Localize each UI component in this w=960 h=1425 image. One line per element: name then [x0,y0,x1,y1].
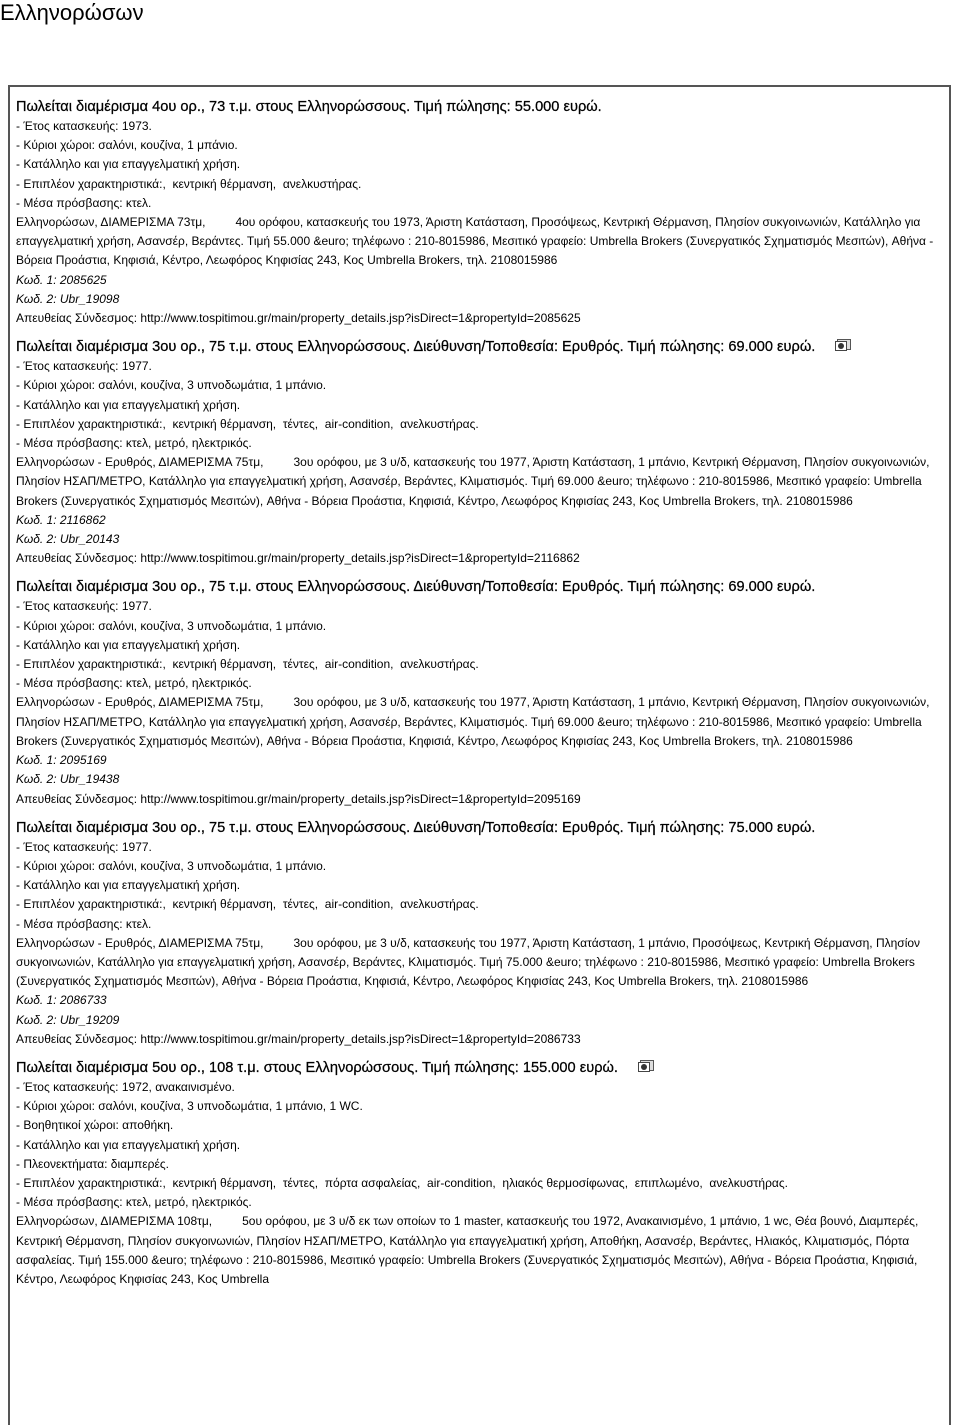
listing-heading [16,818,949,838]
listing-heading [16,1058,949,1078]
listing-bullet: - Κύριοι χώροι: σαλόνι, κουζίνα, 3 υπνοδωμάτια, 1 μπάνιο. [16,618,327,633]
listing-bullet: - Κύριοι χώροι: σαλόνι, κουζίνα, 3 υπνοδωμάτια, 1 μπάνιο, 1 WC. [16,1099,363,1114]
listing-description [16,1212,949,1289]
listing-heading-text: Πωλείται διαμέρισμα 3ου ορ., 75 τ.μ. στους Ελληνορώσσους. Διεύθυνση/Τοποθεσία: Ερυθρός. Τιμή πώλησης: 69.000 ευρώ. [16,339,816,356]
listing-bullet: - Βοηθητικοί χώροι: αποθήκη. [16,1118,174,1133]
listing-direct-link[interactable]: Απευθείας Σύνδεσμος: http://www.tospitimou.gr/main/property_details.jsp?isDirect=1&propertyId=2116862 [16,551,580,566]
listing-description [16,453,949,511]
listing-description-lead: Ελληνορώσων - Ερυθρός, ΔΙΑΜΕΡΙΣΜΑ 75τμ, [16,695,264,710]
listing-bullet: - Μέσα πρόσβασης: κτελ, μετρό, ηλεκτρικός. [16,436,252,451]
listing-bullet: - Κατάλληλο και για επαγγελματική χρήση. [16,1137,241,1152]
listing-bullet: - Κατάλληλο και για επαγγελματική χρήση. [16,397,241,412]
listing-code-1: Κωδ. 1: 2085625 [16,272,107,287]
listing [16,1058,949,1289]
listing-bullet: - Έτος κατασκευής: 1977. [16,599,152,614]
listing-bullet: - Κατάλληλο και για επαγγελματική χρήση. [16,157,241,172]
listing-description-body: 3ου ορόφου, με 3 υ/δ, κατασκευής του 1977, Άριστη Κατάσταση, 1 μπάνιο, Προσόψεως, Κεντρική Θέρμανση, Πλησίον συκγοινωνιών, Κατάλληλο για επαγγελματική χρήση, Ασανσέρ, Βεράντες, Κλιματισμός. Τιμή 75.000 &euro; τηλέφωνο : 210-8015986, Μεσιτικό γραφείο: Umbrella Brokers (Συνεργατικός Σχηματισμός Μεσιτών), Αθήνα - Βόρεια Προάστια, Κηφισιά, Κέντρο, Λεωφόρος Κηφισίας 243, Κος Umbrella Brokers, τηλ. 2108015986 [16,935,921,989]
listing-description-lead: Ελληνορώσων - Ερυθρός, ΔΙΑΜΕΡΙΣΜΑ 75τμ, [16,455,264,470]
listing-description-lead: Ελληνορώσων, ΔΙΑΜΕΡΙΣΜΑ 108τμ, [16,1214,213,1229]
listing-description-body: 4ου ορόφου, κατασκευής του 1973, Άριστη Κατάσταση, Προσόψεως, Κεντρική Θέρμανση, Πλησίον συκγοινωνιών, Κατάλληλο για επαγγελματική χρήση, Ασανσέρ, Βεράντες. Τιμή 55.000 &euro; τηλέφωνο : 210-8015986, Μεσιτικό γραφείο: Umbrella Brokers (Συνεργατικός Σχηματισμός Μεσιτών), Αθήνα - Βόρεια Προάστια, Κηφισιά, Κέντρο, Λεωφόρος Κηφισίας 243, Κος Umbrella Brokers, τηλ. 2108015986 [16,215,934,268]
listing-bullet: - Κύριοι χώροι: σαλόνι, κουζίνα, 3 υπνοδωμάτια, 1 μπάνιο. [16,378,327,393]
listing-heading-text: Πωλείται διαμέρισμα 5ου ορ., 108 τ.μ. στους Ελληνορώσσους. Τιμή πώλησης: 155.000 ευρώ. [16,1059,618,1076]
listing-code-1: Κωδ. 1: 2086733 [16,993,107,1008]
listing-bullet: - Μέσα πρόσβασης: κτελ. [16,195,152,210]
listing-bullet: - Έτος κατασκευής: 1977. [16,359,152,374]
listing-bullet: - Μέσα πρόσβασης: κτελ, μετρό, ηλεκτρικός. [16,676,252,691]
listing-heading-text: Πωλείται διαμέρισμα 4ου ορ., 73 τ.μ. στους Ελληνορώσσους. Τιμή πώλησης: 55.000 ευρώ. [16,99,602,115]
listing-bullet: - Επιπλέον χαρακτηριστικά:, κεντρική θέρμανση, τέντες, πόρτα ασφαλείας, air-condition, ηλιακός θερμοσίφωνας, επιπλωμένο, ανελκυστήρας. [16,1175,788,1190]
listing [16,97,949,328]
listing-description-lead: Ελληνορώσων - Ερυθρός, ΔΙΑΜΕΡΙΣΜΑ 75τμ, [16,935,264,950]
page-title: Ελληνορώσων [0,0,144,25]
listing-bullet: - Κατάλληλο και για επαγγελματική χρήση. [16,637,241,652]
listing-heading-text: Πωλείται διαμέρισμα 3ου ορ., 75 τ.μ. στους Ελληνορώσσους. Διεύθυνση/Τοποθεσία: Ερυθρός. Τιμή πώλησης: 69.000 ευρώ. [16,579,816,596]
listing-code-1: Κωδ. 1: 2116862 [16,512,106,527]
listing-bullet: - Πλεονεκτήματα: διαμπερές. [16,1156,169,1171]
listing-heading [16,577,949,597]
listing-direct-link[interactable]: Απευθείας Σύνδεσμος: http://www.tospitimou.gr/main/property_details.jsp?isDirect=1&propertyId=2085625 [16,311,581,326]
photo-icon[interactable] [835,338,853,352]
listing-bullet: - Μέσα πρόσβασης: κτελ, μετρό, ηλεκτρικός. [16,1195,252,1210]
listing-description [16,213,949,271]
listing-code-2: Κωδ. 2: Ubr_19438 [16,772,120,787]
listing-description-body: 5ου ορόφου, με 3 υ/δ εκ των οποίων το 1 master, κατασκευής του 1972, Ανακαινισμένο, 1 μπάνιο, 1 wc, Θέα βουνό, Διαμπερές, Κεντρική Θέρμανση, Πλησίον συκγοινωνιών, Πλησίον ΗΣΑΠ/ΜΕΤΡΟ, Κατάλληλο για επαγγελματική χρήση, Αποθήκη, Ασανσέρ, Βεράντες, Ηλιακός, Κλιματισμός, Πόρτα ασφαλείας. Τιμή 155.000 &euro; τηλέφωνο : 210-8015986, Μεσιτικό γραφείο: Umbrella Brokers (Συνεργατικός Σχηματισμός Μεσιτών), Αθήνα - Βόρεια Προάστια, Κηφισιά, Κέντρο, Λεωφόρος Κηφισίας 243, Κος Umbrella [16,1214,919,1286]
listing-bullet: - Κύριοι χώροι: σαλόνι, κουζίνα, 1 μπάνιο. [16,138,238,153]
listing-bullet: - Έτος κατασκευής: 1973. [16,119,152,133]
listing [16,577,949,808]
listing-bullet: - Επιπλέον χαρακτηριστικά:, κεντρική θέρμανση, ανελκυστήρας. [16,176,362,191]
listing-direct-link[interactable]: Απευθείας Σύνδεσμος: http://www.tospitimou.gr/main/property_details.jsp?isDirect=1&propertyId=2086733 [16,1031,581,1046]
listing-heading-text: Πωλείται διαμέρισμα 3ου ορ., 75 τ.μ. στους Ελληνορώσσους. Διεύθυνση/Τοποθεσία: Ερυθρός. Τιμή πώλησης: 75.000 ευρώ. [16,819,816,836]
listing [16,337,949,568]
listing-direct-link[interactable]: Απευθείας Σύνδεσμος: http://www.tospitimou.gr/main/property_details.jsp?isDirect=1&propertyId=2095169 [16,791,581,806]
photo-icon[interactable] [638,1059,656,1073]
listing-description [16,934,949,992]
listing-bullet: - Μέσα πρόσβασης: κτελ. [16,916,152,931]
listing-code-1: Κωδ. 1: 2095169 [16,753,107,768]
listing-bullet: - Επιπλέον χαρακτηριστικά:, κεντρική θέρμανση, τέντες, air-condition, ανελκυστήρας. [16,897,479,912]
listing-code-2: Κωδ. 2: Ubr_19098 [16,291,120,306]
listing-bullet: - Επιπλέον χαρακτηριστικά:, κεντρική θέρμανση, τέντες, air-condition, ανελκυστήρας. [16,657,479,672]
listing-description [16,693,949,751]
listing-description-body: 3ου ορόφου, με 3 υ/δ, κατασκευής του 1977, Άριστη Κατάσταση, 1 μπάνιο, Κεντρική Θέρμανση, Πλησίον συκγοινωνιών, Πλησίον ΗΣΑΠ/ΜΕΤΡΟ, Κατάλληλο για επαγγελματική χρήση, Ασανσέρ, Βεράντες, Κλιματισμός. Τιμή 69.000 &euro; τηλέφωνο : 210-8015986, Μεσιτικό γραφείο: Umbrella Brokers (Συνεργατικός Σχηματισμός Μεσιτών), Αθήνα - Βόρεια Προάστια, Κηφισιά, Κέντρο, Λεωφόρος Κηφισίας 243, Κος Umbrella Brokers, τηλ. 2108015986 [16,695,930,748]
listings-container [8,85,951,1425]
listing-heading [16,337,949,357]
listing-code-2: Κωδ. 2: Ubr_20143 [16,532,120,547]
listing-bullet: - Κατάλληλο και για επαγγελματική χρήση. [16,878,241,893]
listing-bullet: - Έτος κατασκευής: 1972, ανακαινισμένο. [16,1079,235,1094]
listing-bullet: - Έτος κατασκευής: 1977. [16,839,152,854]
listing-bullet: - Επιπλέον χαρακτηριστικά:, κεντρική θέρμανση, τέντες, air-condition, ανελκυστήρας. [16,416,479,431]
listing-description-body: 3ου ορόφου, με 3 υ/δ, κατασκευής του 1977, Άριστη Κατάσταση, 1 μπάνιο, Κεντρική Θέρμανση, Πλησίον συκγοινωνιών, Πλησίον ΗΣΑΠ/ΜΕΤΡΟ, Κατάλληλο για επαγγελματική χρήση, Ασανσέρ, Βεράντες, Κλιματισμός. Τιμή 69.000 &euro; τηλέφωνο : 210-8015986, Μεσιτικό γραφείο: Umbrella Brokers (Συνεργατικός Σχηματισμός Μεσιτών), Αθήνα - Βόρεια Προάστια, Κηφισιά, Κέντρο, Λεωφόρος Κηφισίας 243, Κος Umbrella Brokers, τηλ. 2108015986 [16,455,930,508]
listing [16,818,949,1049]
listing-description-lead: Ελληνορώσων, ΔΙΑΜΕΡΙΣΜΑ 73τμ, [16,215,206,230]
listing-code-2: Κωδ. 2: Ubr_19209 [16,1012,120,1027]
listing-heading [16,97,949,117]
listing-bullet: - Κύριοι χώροι: σαλόνι, κουζίνα, 3 υπνοδωμάτια, 1 μπάνιο. [16,858,327,873]
